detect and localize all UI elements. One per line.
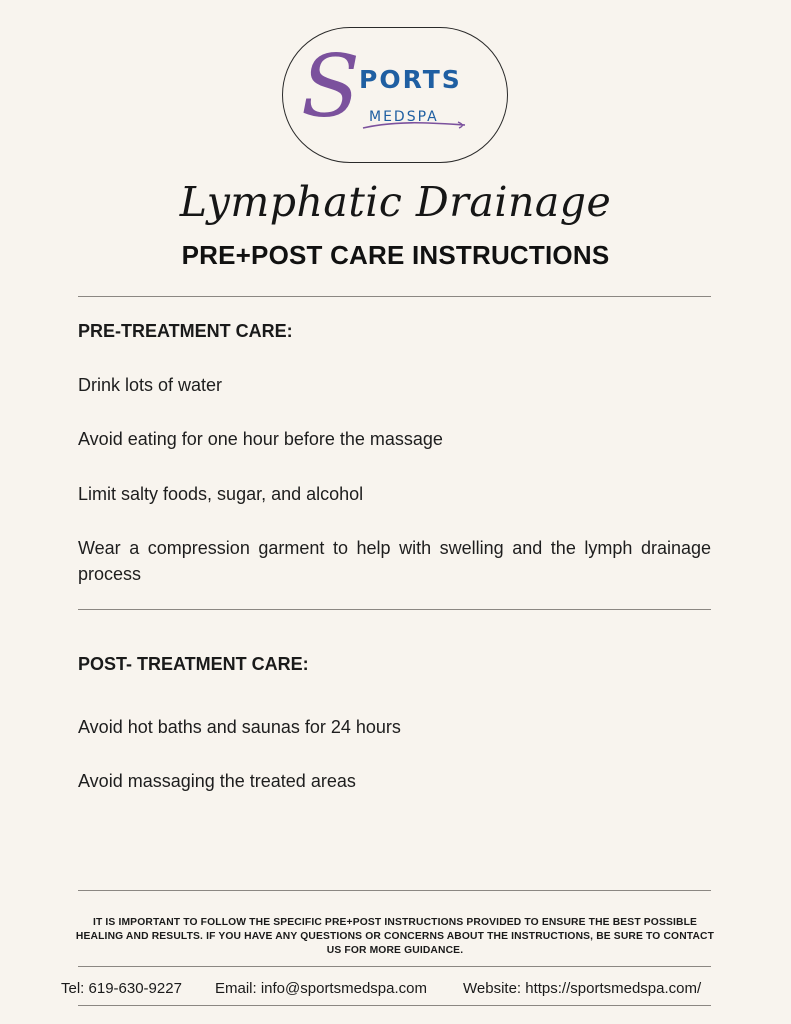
logo-letter-s: S bbox=[301, 37, 360, 137]
contact-phone[interactable]: Tel: 619-630-9227 bbox=[61, 980, 182, 997]
pre-treatment-item: Avoid eating for one hour before the massage bbox=[78, 429, 443, 449]
contact-email[interactable]: Email: info@sportsmedspa.com bbox=[215, 980, 427, 997]
logo-badge bbox=[282, 27, 508, 163]
pre-treatment-item: Wear a compression garment to help with swelling and the lymph drainage process bbox=[78, 538, 711, 584]
contact-website[interactable]: Website: https://sportsmedspa.com/ bbox=[463, 980, 702, 997]
footer-disclaimer: IT IS IMPORTANT TO FOLLOW THE SPECIFIC PRE+POST INSTRUCTIONS PROVIDED TO ENSURE THE BEST POSSIBLE HEALING AND RESULTS. IF YOU HAVE ANY QUESTIONS OR CONCERNS ABOUT THE INSTRUCTIONS, BE SURE TO CONTACT US FOR MORE GUIDANCE. bbox=[75, 917, 715, 956]
logo-word-ports: PORTS bbox=[359, 65, 462, 94]
pre-treatment-item: Limit salty foods, sugar, and alcohol bbox=[78, 484, 364, 504]
logo-mark bbox=[283, 28, 509, 164]
post-treatment-item: Avoid hot baths and saunas for 24 hours bbox=[78, 717, 401, 737]
divider-footer-bottom bbox=[78, 1005, 711, 1006]
divider-middle bbox=[78, 609, 711, 610]
page-title: Lymphatic Drainage bbox=[179, 178, 612, 226]
post-treatment-heading: POST- TREATMENT CARE: bbox=[78, 654, 309, 674]
pre-treatment-item: Drink lots of water bbox=[78, 375, 223, 395]
divider-top bbox=[78, 296, 711, 297]
divider-footer-top bbox=[78, 890, 711, 891]
logo-word-medspa: MEDSPA bbox=[369, 109, 439, 125]
page-subtitle: PRE+POST CARE INSTRUCTIONS bbox=[181, 240, 610, 270]
post-treatment-item: Avoid massaging the treated areas bbox=[78, 771, 356, 791]
divider-footer-middle bbox=[78, 966, 711, 967]
pre-treatment-heading: PRE-TREATMENT CARE: bbox=[78, 321, 293, 341]
